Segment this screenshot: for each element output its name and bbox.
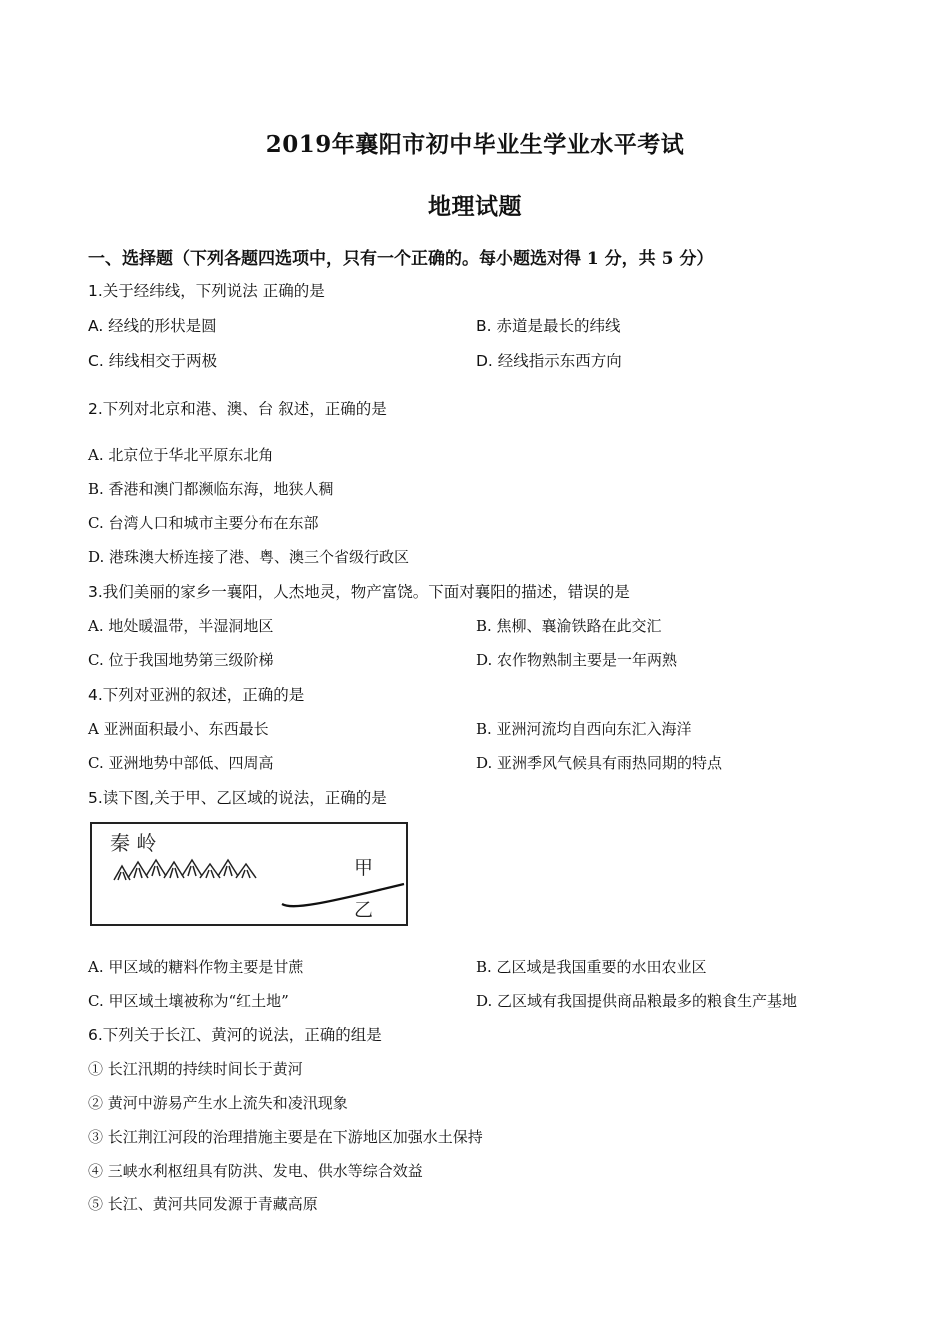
boundary-line: [282, 884, 404, 906]
option-c: C. 纬线相交于两极: [88, 352, 218, 370]
exam-title: 2019年襄阳市初中毕业生学业水平考试: [265, 131, 685, 158]
mountain-label: 秦 岭: [110, 831, 157, 855]
option-b: B. 焦柳、襄渝铁路在此交汇: [476, 617, 662, 635]
question-stem: 5.读下图,关于甲、乙区域的说法，正确的是: [88, 789, 387, 807]
statement-2: ② 黄河中游易产生水上流失和凌汛现象: [88, 1094, 348, 1112]
option-b: B. 赤道是最长的纬线: [476, 317, 621, 335]
qinling-map-figure: [90, 822, 408, 926]
question-stem: 6.下列关于长江、黄河的说法，正确的组是: [88, 1026, 382, 1044]
question-stem: 3.我们美丽的家乡一襄阳，人杰地灵，物产富饶。下面对襄阳的描述，错误的是: [88, 583, 630, 601]
option-b: B. 亚洲河流均自西向东汇入海洋: [476, 720, 692, 738]
region-north-label: 甲: [354, 857, 374, 879]
section-heading: 一、选择题（下列各题四选项中，只有一个正确的。每小题选对得 1 分，共 5 分）: [88, 249, 714, 269]
option-c: C. 亚洲地势中部低、四周高: [88, 754, 274, 772]
question-stem: 2.下列对北京和港、澳、台 叙述，正确的是: [88, 400, 387, 418]
option-a: A. 甲区域的糖料作物主要是甘蔗: [88, 958, 304, 976]
region-south-label: 乙: [354, 899, 374, 921]
option-d: D. 港珠澳大桥连接了港、粤、澳三个省级行政区: [88, 548, 410, 566]
statement-5: ⑤ 长江、黄河共同发源于青藏高原: [88, 1195, 318, 1213]
option-a: A. 经线的形状是圆: [88, 317, 217, 335]
option-c: C. 位于我国地势第三级阶梯: [88, 651, 274, 669]
option-b: B. 乙区域是我国重要的水田农业区: [476, 958, 707, 976]
option-d: D. 乙区域有我国提供商品粮最多的粮食生产基地: [476, 992, 798, 1010]
option-d: D. 亚洲季风气候具有雨热同期的特点: [476, 754, 723, 772]
option-a: A. 地处暖温带，半湿洞地区: [88, 617, 274, 635]
question-stem: 1.关于经纬线，下列说法 正确的是: [88, 282, 325, 300]
question-stem: 4.下列对亚洲的叙述，正确的是: [88, 686, 305, 704]
statement-1: ① 长江汛期的持续时间长于黄河: [88, 1060, 303, 1078]
option-d: D. 农作物熟制主要是一年两熟: [476, 651, 678, 669]
option-a: A 亚洲面积最小、东西最长: [88, 720, 269, 738]
option-c: C. 甲区域土壤被称为“红土地”: [88, 992, 289, 1010]
statement-3: ③ 长江荆江河段的治理措施主要是在下游地区加强水土保持: [88, 1128, 483, 1146]
qinling-map-svg: [92, 824, 406, 924]
option-c: C. 台湾人口和城市主要分布在东部: [88, 514, 319, 532]
exam-subtitle: 地理试题: [428, 193, 522, 220]
option-d: D. 经线指示东西方向: [476, 352, 622, 370]
option-b: B. 香港和澳门都濒临东海，地狭人稠: [88, 480, 334, 498]
option-a: A. 北京位于华北平原东北角: [88, 446, 274, 464]
statement-4: ④ 三峡水利枢纽具有防洪、发电、供水等综合效益: [88, 1162, 423, 1180]
mountain-range-icon: [114, 860, 256, 880]
